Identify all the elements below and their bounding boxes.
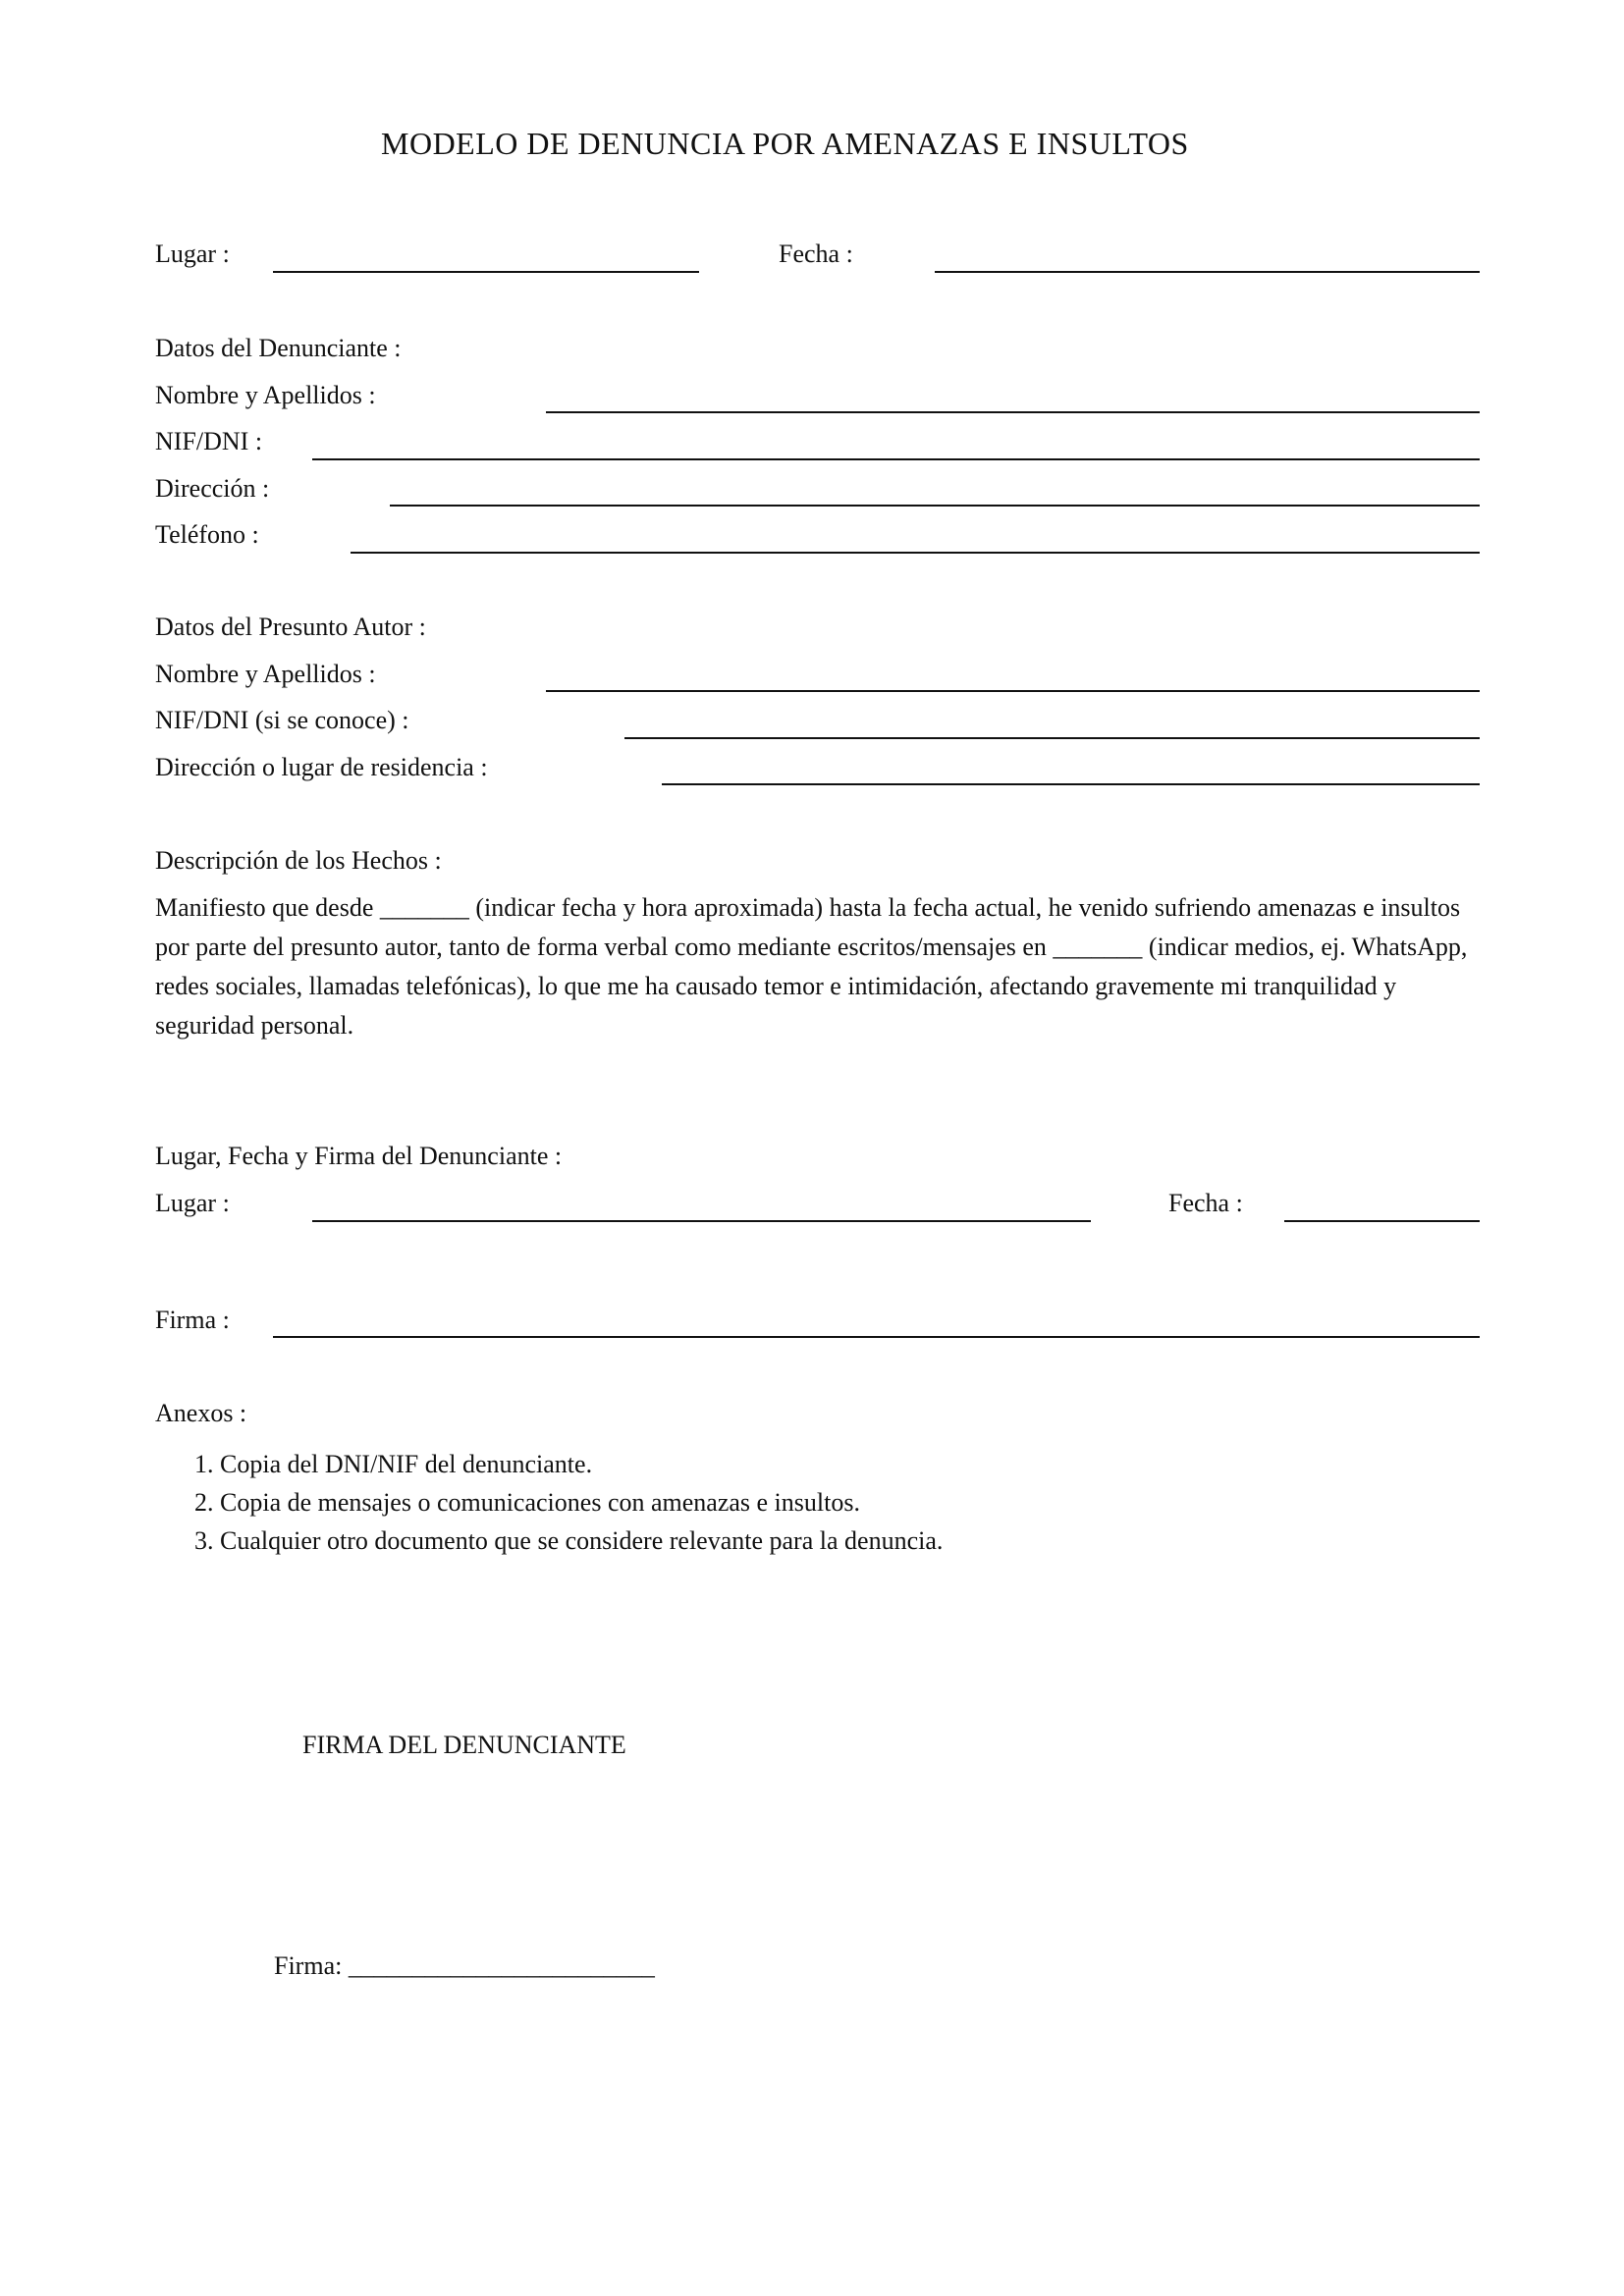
denunciante-direccion-label: Dirección :: [155, 474, 270, 503]
firma-label: Firma :: [155, 1306, 230, 1334]
denunciante-telefono-label: Teléfono :: [155, 520, 259, 549]
denunciante-nif-label: NIF/DNI :: [155, 427, 263, 455]
denunciante-nif-field[interactable]: [312, 458, 1480, 460]
autor-direccion-field[interactable]: [662, 783, 1480, 785]
lugar-label: Lugar :: [155, 240, 230, 268]
autor-nombre-field[interactable]: [546, 690, 1480, 692]
firma-lugar-field[interactable]: [312, 1220, 1091, 1222]
autor-nif-label: NIF/DNI (si se conoce) :: [155, 706, 409, 734]
autor-nombre-label: Nombre y Apellidos :: [155, 660, 376, 688]
autor-direccion-label: Dirección o lugar de residencia :: [155, 753, 488, 781]
autor-heading: Datos del Presunto Autor :: [155, 613, 426, 641]
denunciante-direccion-field[interactable]: [390, 505, 1480, 507]
firma-fecha-label: Fecha :: [1168, 1189, 1243, 1217]
denunciante-nombre-field[interactable]: [546, 411, 1480, 413]
firma-denunciante-heading: FIRMA DEL DENUNCIANTE: [302, 1731, 626, 1759]
document-title: MODELO DE DENUNCIA POR AMENAZAS E INSULTOS: [381, 126, 1189, 161]
anexos-heading: Anexos :: [155, 1399, 247, 1427]
firma-field[interactable]: [273, 1336, 1480, 1338]
anexo-item: 1. Copia del DNI/NIF del denunciante.: [194, 1450, 593, 1478]
hechos-text: Manifiesto que desde _______ (indicar fecha y hora aproximada) hasta la fecha actual, he venido sufriendo amenazas e insultos por parte del presunto autor, tanto de forma verbal como mediante escritos/mensajes en _______ (indicar medios, ej. WhatsApp, redes sociales, llamadas telefónicas), lo que me ha causado temor e intimidación, afectando gravemente mi tranquilidad y seguridad personal.: [155, 893, 1468, 1040]
denunciante-nombre-label: Nombre y Apellidos :: [155, 381, 376, 409]
anexos-list: [194, 1445, 943, 1560]
firma-section-heading: Lugar, Fecha y Firma del Denunciante :: [155, 1142, 563, 1170]
denunciante-telefono-field[interactable]: [351, 552, 1480, 554]
firma-lugar-label: Lugar :: [155, 1189, 230, 1217]
anexo-item: 3. Cualquier otro documento que se considere relevante para la denuncia.: [194, 1526, 944, 1555]
autor-nif-field[interactable]: [624, 737, 1480, 739]
hechos-heading: Descripción de los Hechos :: [155, 846, 442, 875]
firma-fecha-field[interactable]: [1284, 1220, 1480, 1222]
firma-footer-line[interactable]: Firma: ________________________: [274, 1951, 655, 1980]
anexo-item: 2. Copia de mensajes o comunicaciones con amenazas e insultos.: [194, 1488, 860, 1517]
fecha-field[interactable]: [935, 271, 1480, 273]
denunciante-heading: Datos del Denunciante :: [155, 334, 402, 362]
lugar-field[interactable]: [273, 271, 699, 273]
fecha-label: Fecha :: [779, 240, 853, 268]
